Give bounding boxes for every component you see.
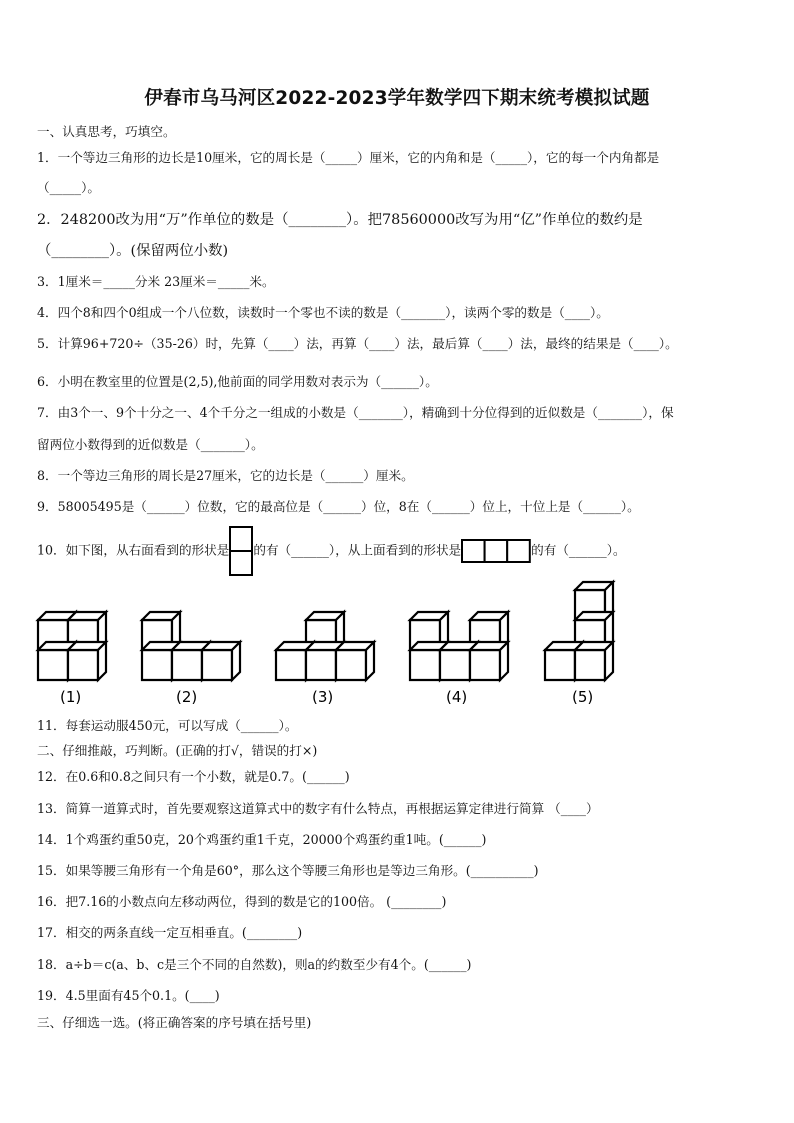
question-2-line-1: 2．248200改为用“万”作单位的数是（________）。把78560000改写为用“亿”作单位的数约是 bbox=[37, 212, 643, 228]
question-15: 15．如果等腰三角形有一个角是60°，那么这个等腰三角形也是等边三角形。(__________) bbox=[37, 863, 539, 878]
question-2-line-2: （________）。(保留两位小数) bbox=[37, 243, 229, 259]
figure-4-label: (4) bbox=[446, 688, 468, 706]
question-19: 19．4.5里面有45个0.1。(____) bbox=[37, 988, 220, 1003]
question-14: 14．1个鸡蛋约重50克，20个鸡蛋约重1千克，20000个鸡蛋约重1吨。(______) bbox=[37, 832, 487, 847]
question-11: 11．每套运动服450元，可以写成（______）。 bbox=[37, 718, 298, 733]
question-13: 13．简算一道算式时，首先要观察这道算式中的数字有什么特点，再根据运算定律进行简算 （____） bbox=[37, 801, 599, 816]
page-title: 伊春市乌马河区2022-2023学年数学四下期末统考模拟试题 bbox=[144, 88, 650, 109]
section-heading-fill-in: 一、认真思考，巧填空。 bbox=[37, 124, 176, 139]
question-10 bbox=[37, 526, 626, 576]
question-5: 5．计算96+720÷（35-26）时，先算（____）法，再算（____）法，最后算（____）法，最终的结果是（____）。 bbox=[37, 336, 678, 351]
question-17: 17．相交的两条直线一定互相垂直。(________) bbox=[37, 925, 303, 940]
question-3: 3．1厘米＝_____分米 23厘米＝_____米。 bbox=[37, 274, 275, 289]
cube-figures bbox=[30, 578, 630, 708]
question-7-line-1: 7．由3个一、9个十分之一、4个千分之一组成的小数是（_______），精确到十分位得到的近似数是（_______），保 bbox=[37, 405, 674, 420]
question-10-text-2: 的有（______），从上面看到的形状是 bbox=[253, 542, 462, 558]
figure-2-cubes bbox=[142, 612, 240, 680]
right-view-shape-icon bbox=[229, 526, 253, 576]
question-10-text-3: 的有（______）。 bbox=[531, 542, 626, 558]
question-1-line-2: （_____）。 bbox=[37, 180, 100, 195]
figure-3-label: (3) bbox=[312, 688, 334, 706]
figure-2-label: (2) bbox=[176, 688, 198, 706]
question-4: 4．四个8和四个0组成一个八位数，读数时一个零也不读的数是（_______），读两个零的数是（____）。 bbox=[37, 305, 609, 320]
top-view-shape-icon bbox=[461, 539, 531, 563]
question-10-text-1: 10．如下图，从右面看到的形状是 bbox=[37, 542, 230, 558]
figure-4-cubes bbox=[410, 612, 508, 680]
question-9: 9．58005495是（______）位数，它的最高位是（______）位，8在（______）位上，十位上是（______）。 bbox=[37, 499, 640, 514]
figure-1-label: (1) bbox=[60, 688, 82, 706]
figure-1-cubes bbox=[38, 612, 106, 680]
figure-5-cubes bbox=[545, 582, 613, 680]
question-18: 18．a÷b＝c(a、b、c是三个不同的自然数)，则a的约数至少有4个。(______) bbox=[37, 957, 472, 972]
question-7-line-2: 留两位小数得到的近似数是（_______）。 bbox=[37, 437, 264, 452]
figure-5-label: (5) bbox=[572, 688, 594, 706]
section-heading-true-false: 二、仔细推敲，巧判断。(正确的打√，错误的打×) bbox=[37, 743, 318, 758]
question-16: 16．把7.16的小数点向左移动两位，得到的数是它的100倍。 (________) bbox=[37, 894, 447, 909]
figure-3-cubes bbox=[276, 612, 374, 680]
question-8: 8．一个等边三角形的周长是27厘米，它的边长是（______）厘米。 bbox=[37, 468, 414, 483]
question-12: 12．在0.6和0.8之间只有一个小数，就是0.7。(______) bbox=[37, 769, 350, 784]
question-1-line-1: 1．一个等边三角形的边长是10厘米，它的周长是（_____）厘米，它的内角和是（_____），它的每一个内角都是 bbox=[37, 150, 660, 165]
section-heading-multiple-choice: 三、仔细选一选。(将正确答案的序号填在括号里) bbox=[37, 1015, 312, 1030]
question-6: 6．小明在教室里的位置是(2,5),他前面的同学用数对表示为（______）。 bbox=[37, 374, 438, 389]
